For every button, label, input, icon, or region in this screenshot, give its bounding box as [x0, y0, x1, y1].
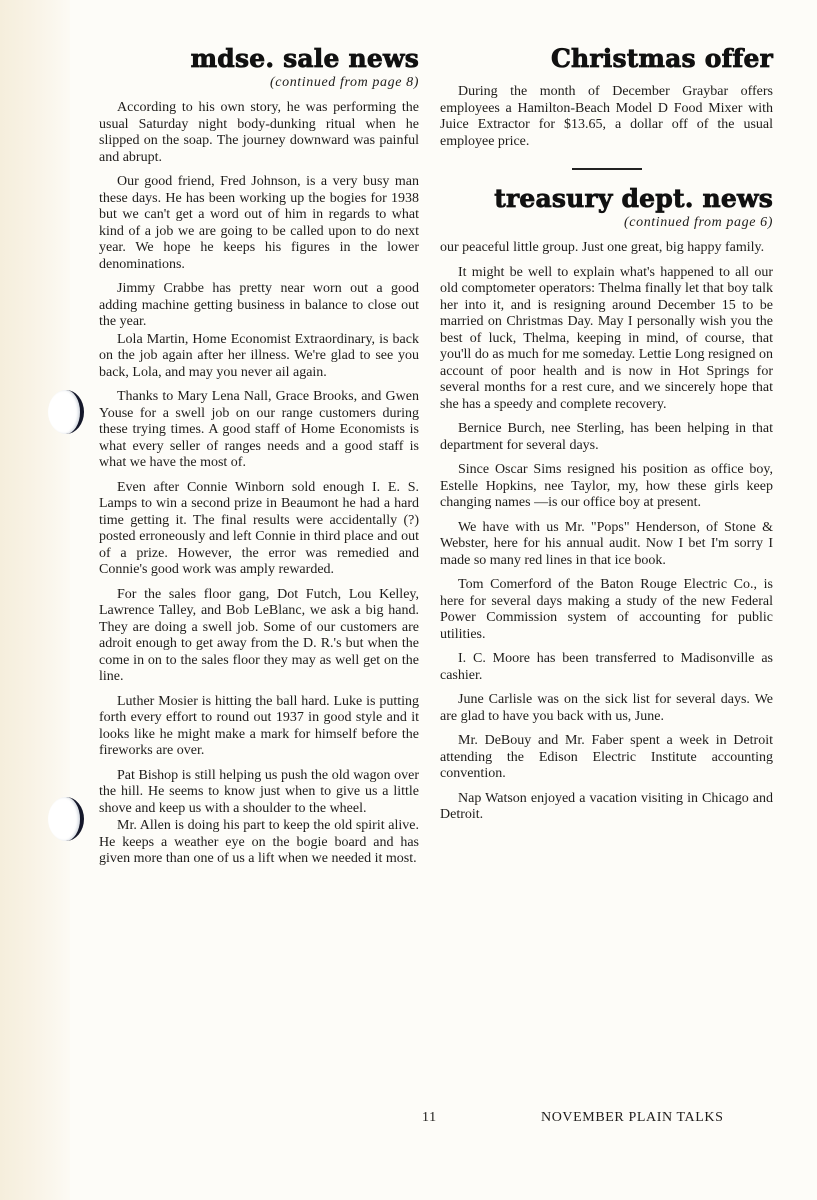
- article-paragraph: Since Oscar Sims resigned his position as office boy, Estelle Hopkins, nee Taylor, my, how these girls keep changing names —is our office boy at present.: [440, 462, 773, 510]
- article-paragraph: Nap Watson enjoyed a vacation visiting in Chicago and Detroit.: [440, 790, 773, 822]
- article-paragraph: For the sales floor gang, Dot Futch, Lou Kelley, Lawrence Talley, and Bob LeBlanc, we ask a big hand. They are doing a swell job. Some of our customers are adroit enough to get away from the D. R.'s but when the come in on to the sales floor they may as well get on the line.: [99, 586, 419, 684]
- binder-hole: [48, 797, 84, 841]
- article-paragraph: According to his own story, he was performing the usual Saturday night body-dunking ritual when he slipped on the soap. The journey downward was painful and abrupt.: [99, 100, 419, 165]
- article-paragraph: During the month of December Graybar offers employees a Hamilton-Beach Model D Food Mixer with Juice Extractor for $13.65, a dollar off of the usual employee price.: [440, 84, 773, 149]
- section-divider: [572, 168, 642, 170]
- article-paragraph: Luther Mosier is hitting the ball hard. Luke is putting forth every effort to round out 1937 in good style and it looks like he might make a mark for himself before the fireworks are over.: [99, 693, 419, 758]
- article-paragraph: our peaceful little group. Just one great, big happy family.: [440, 240, 765, 255]
- article-paragraph: Thanks to Mary Lena Nall, Grace Brooks, and Gwen Youse for a swell job on our range customers during these trying times. A good staff of Home Economists is what every seller of ranges needs and a good staff is what we have the most of.: [99, 389, 419, 470]
- article-paragraph: It might be well to explain what's happened to all our old comptometer operators: Thelma finally let that boy talk her into it, and is resigning around December 15 to be married on Christmas Day. May I personally wish you the best of luck, Thelma, keeping in mind, of course, that you'll do as much for me someday. Lettie Long resigned on account of poor health and is now in Hot Springs for several months for a rest cure, and we sincerely hope that she has a speedy and complete recovery.: [440, 264, 773, 412]
- article-paragraph: Jimmy Crabbe has pretty near worn out a good adding machine getting business in balance to close out the year.: [99, 281, 419, 329]
- article-paragraph: We have with us Mr. "Pops" Henderson, of Stone & Webster, here for his annual audit. Now I bet I'm sorry I made so many red lines in that ice book.: [440, 519, 773, 568]
- binder-hole: [48, 390, 84, 434]
- article-paragraph: Lola Martin, Home Economist Extraordinary, is back on the job again after her illness. We're glad to see you back, Lola, and may you never ail again.: [99, 331, 419, 380]
- publication-title: NOVEMBER PLAIN TALKS: [541, 1110, 724, 1125]
- continued-note: (continued from page 6): [624, 215, 773, 230]
- page-edge-shading: [0, 0, 70, 1200]
- article-paragraph: Even after Connie Winborn sold enough I. E. S. Lamps to win a second prize in Beaumont he had a hard time getting it. The final results were accidentally (?) posted erroneously and left Connie in third place and out of a prize. However, the error was remedied and Connie's good work was amply rewarded.: [99, 479, 419, 577]
- page-number: 11: [422, 1110, 437, 1125]
- right-column: [440, 44, 773, 832]
- treasury-dept-news-section: [440, 184, 773, 824]
- article-paragraph: Mr. Allen is doing his part to keep the old spirit alive. He keeps a weather eye on the bogie board and has given more than one of us a lift when we needed it most.: [99, 818, 419, 866]
- article-paragraph: Tom Comerford of the Baton Rouge Electric Co., is here for several days making a study of the new Federal Power Commission system of accounting for public utilities.: [440, 577, 773, 642]
- christmas-offer-section: [440, 44, 773, 150]
- article-paragraph: Our good friend, Fred Johnson, is a very busy man these days. He has been working up the bogies for 1938 but we can't get a word out of him in regards to what kind of a job we are going to be called upon to do next year. We hope he keeps his figures in the lower denominations.: [99, 174, 419, 272]
- article-paragraph: Mr. DeBouy and Mr. Faber spent a week in Detroit attending the Edison Electric Institute accounting convention.: [440, 733, 773, 781]
- continued-note: (continued from page 8): [270, 75, 419, 90]
- article-paragraph: I. C. Moore has been transferred to Madisonville as cashier.: [440, 651, 773, 683]
- treasury-dept-news-headline: treasury dept. news: [494, 184, 773, 213]
- article-paragraph: Bernice Burch, nee Sterling, has been helping in that department for several days.: [440, 421, 773, 453]
- mdse-sale-news-headline: mdse. sale news: [190, 44, 419, 73]
- article-paragraph: June Carlisle was on the sick list for several days. We are glad to have you back with us, June.: [440, 692, 773, 724]
- article-paragraph: Pat Bishop is still helping us push the old wagon over the hill. He seems to know just when to give us a little shove and keep us with a shoulder to the wheel.: [99, 767, 419, 816]
- mdse-sale-news-column: [99, 44, 419, 876]
- christmas-offer-headline: Christmas offer: [550, 44, 773, 73]
